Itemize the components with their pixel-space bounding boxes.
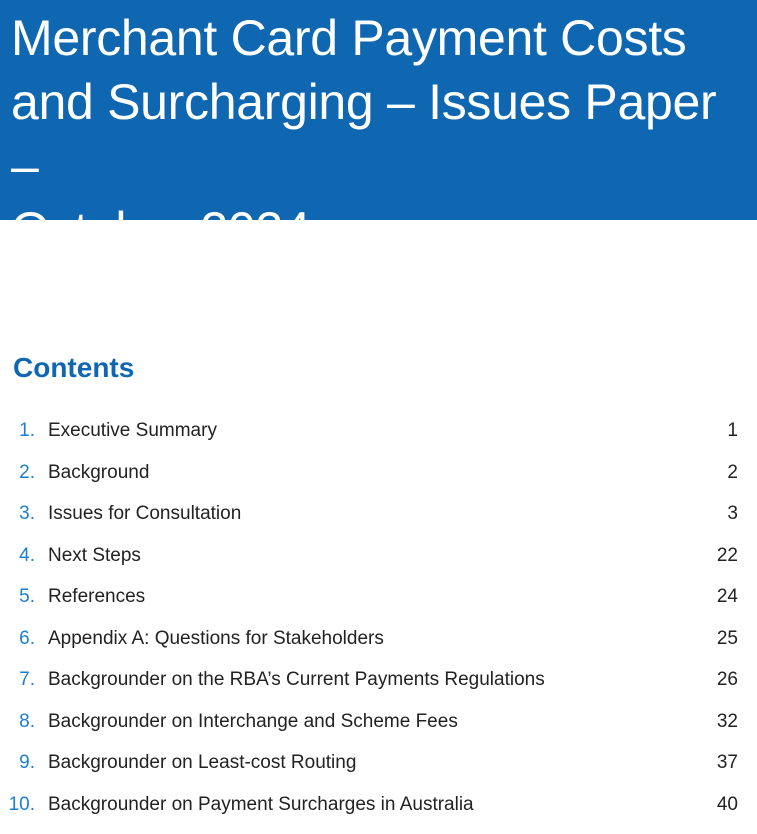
toc-entry-background[interactable] [0, 455, 757, 497]
toc-entry-title: Next Steps [48, 544, 141, 566]
toc-entry-page: 2 [727, 461, 738, 483]
toc-entry-title: Background [48, 461, 150, 483]
contents-heading: Contents [13, 352, 135, 383]
toc-entry-page: 24 [716, 586, 738, 607]
toc-entry-page: 40 [716, 793, 738, 815]
toc-entry-interchange-scheme-fees[interactable] [0, 704, 757, 746]
toc-entry-number: 4. [19, 544, 35, 566]
toc-entry-references[interactable] [0, 579, 757, 621]
title-line-2: and Surcharging – Issues Paper – [11, 74, 717, 194]
toc-entry-title: Backgrounder on Payment Surcharges in Australia [48, 793, 474, 815]
table-of-contents [0, 413, 757, 828]
toc-entry-page: 1 [727, 420, 738, 441]
toc-entry-page: 25 [716, 627, 738, 649]
toc-entry-number: 5. [19, 586, 35, 607]
toc-entry-number: 8. [19, 710, 35, 732]
toc-entry-title: Appendix A: Questions for Stakeholders [48, 627, 384, 649]
toc-entry-title: Backgrounder on Least-cost Routing [48, 752, 357, 773]
toc-entry-title: Backgrounder on Interchange and Scheme Fees [48, 710, 458, 732]
toc-entry-page: 32 [716, 710, 738, 732]
toc-entry-title: Backgrounder on the RBA’s Current Payments Regulations [48, 669, 545, 690]
toc-entry-appendix-a[interactable] [0, 621, 757, 663]
toc-entry-least-cost-routing[interactable] [0, 745, 757, 787]
toc-entry-next-steps[interactable] [0, 538, 757, 580]
title-banner [0, 0, 757, 258]
toc-entry-issues-for-consultation[interactable] [0, 496, 757, 538]
title-line-1: Merchant Card Payment Costs [11, 10, 687, 66]
document-title [11, 6, 749, 262]
toc-entry-executive-summary[interactable] [0, 413, 757, 455]
toc-entry-payment-surcharges[interactable] [0, 787, 757, 829]
toc-entry-number: 7. [19, 669, 35, 690]
toc-entry-page: 26 [716, 669, 738, 690]
toc-entry-page: 3 [727, 503, 738, 524]
toc-entry-number: 9. [19, 752, 35, 773]
title-line-3: October 2024 [11, 202, 311, 258]
toc-entry-title: Issues for Consultation [48, 503, 242, 524]
toc-entry-number: 2. [19, 461, 35, 483]
toc-entry-number: 3. [19, 503, 35, 524]
toc-entry-number: 10. [8, 793, 35, 815]
toc-entry-number: 1. [19, 420, 35, 441]
toc-entry-number: 6. [19, 627, 35, 649]
toc-entry-title: References [48, 586, 146, 607]
toc-entry-page: 22 [716, 544, 738, 566]
toc-entry-page: 37 [716, 752, 738, 773]
toc-entry-title: Executive Summary [48, 420, 217, 441]
toc-entry-payments-regulations[interactable] [0, 662, 757, 704]
